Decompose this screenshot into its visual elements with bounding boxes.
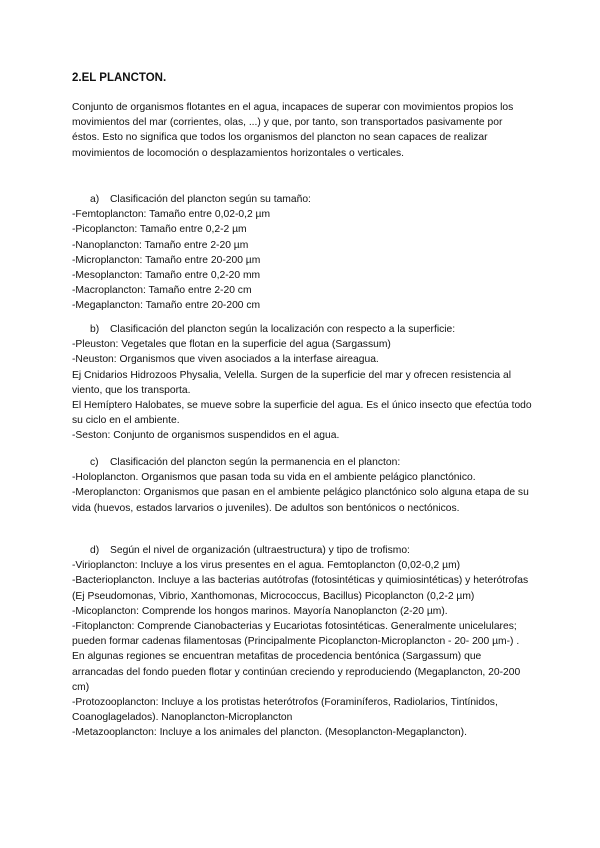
section-permanence: [72, 455, 532, 516]
list-item: -Virioplancton: Incluye a los virus presentes en el agua. Femtoplancton (0,02-0,2 µm): [72, 560, 461, 572]
section-heading-text: Clasificación del plancton según la permanencia en el plancton:: [110, 457, 401, 468]
section-size: [72, 192, 532, 314]
list-item: -Neuston: Organismos que viven asociados a la interfase aireagua.: [72, 354, 379, 366]
page-title: 2.EL PLANCTON.: [72, 72, 167, 84]
list-item: -Protozooplancton: Incluye a los protistas heterótrofos (Foraminíferos, Radiolarios, Tintínidos, Coanoglagelados). Nanoplancton-Microplancton: [72, 697, 498, 724]
section-label: c): [90, 457, 99, 468]
section-heading: [72, 543, 532, 558]
section-label: d): [90, 545, 100, 556]
list-item: -Seston: Conjunto de organismos suspendidos en el agua.: [72, 430, 340, 442]
section-heading-text: Según el nivel de organización (ultraestructura) y tipo de trofismo:: [110, 545, 410, 556]
list-item: -Macroplancton: Tamaño entre 2-20 cm: [72, 285, 252, 297]
list-item: -Pleuston: Vegetales que flotan en la superficie del agua (Sargassum): [72, 339, 391, 351]
section-label: a): [90, 194, 100, 205]
section-organization: [72, 543, 532, 741]
section-heading-text: Clasificación del plancton según la localización con respecto a la superficie:: [110, 324, 456, 335]
section-heading-text: Clasificación del plancton según su tamaño:: [110, 194, 311, 205]
list-item: -Micoplancton: Comprende los hongos marinos. Mayoría Nanoplancton (2-20 µm).: [72, 605, 448, 617]
section-heading: [72, 455, 532, 470]
list-item: -Mesoplancton: Tamaño entre 0,2-20 mm: [72, 270, 261, 282]
list-item: -Microplancton: Tamaño entre 20-200 µm: [72, 254, 261, 266]
list-item: -Picoplancton: Tamaño entre 0,2-2 µm: [72, 224, 247, 236]
list-item: -Femtoplancton: Tamaño entre 0,02-0,2 µm: [72, 209, 271, 221]
section-label: b): [90, 324, 100, 335]
section-heading: [72, 322, 532, 337]
list-item: -Holoplancton. Organismos que pasan toda su vida en el ambiente pelágico planctónico.: [72, 472, 476, 484]
list-item: Ej Cnidarios Hidrozoos Physalia, Velella. Surgen de la superficie del mar y ofrecen resistencia al viento, que los transporta.: [72, 369, 511, 396]
intro-text: Conjunto de organismos flotantes en el agua, incapaces de superar con movimientos propios los movimientos del mar (corrientes, olas, ...) y que, por tanto, son transportados pasivamente por éstos. Esto no significa que todos los organismos del plancton no sean capaces de realizar movimientos de locomoción o desplazamientos horizontales o verticales.: [72, 102, 514, 159]
list-item: -Megaplancton: Tamaño entre 20-200 cm: [72, 300, 261, 312]
list-item: -Fitoplancton: Comprende Cianobacterias y Eucariotas fotosintéticas. Generalmente unicelulares; pueden formar cadenas filamentosas (Principalmente Picoplancton-Microplancton - 20- 200 µm-) . En algunas regiones se encuentran metafitas de procedencia bentónica (Sargassum) que arrancadas del fondo pueden flotar y continúan creciendo y reproduciendo (Megaplancton, 20-200 cm): [72, 621, 521, 693]
section-location: [72, 322, 532, 444]
section-heading: [72, 192, 532, 207]
list-item: -Meroplancton: Organismos que pasan en el ambiente pelágico planctónico solo alguna etapa de su vida (huevos, estados larvarios o juveniles). De adultos son bentónicos o nectónicos.: [72, 487, 529, 514]
intro-paragraph: [72, 100, 532, 161]
list-item: -Metazooplancton: Incluye a los animales del plancton. (Mesoplancton-Megaplancton).: [72, 727, 467, 739]
list-item: -Bacterioplancton. Incluye a las bacterias autótrofas (fotosintéticas y quimiosintéticas) y heterótrofas (Ej Pseudomonas, Vibrio, Xanthomonas, Micrococcus, Bacillus) Picoplancton (0,2-2 µm): [72, 575, 529, 602]
list-item: El Hemíptero Halobates, se mueve sobre la superficie del agua. Es el único insecto que efectúa todo su ciclo en el ambiente.: [72, 400, 532, 427]
list-item: -Nanoplancton: Tamaño entre 2-20 µm: [72, 239, 249, 251]
